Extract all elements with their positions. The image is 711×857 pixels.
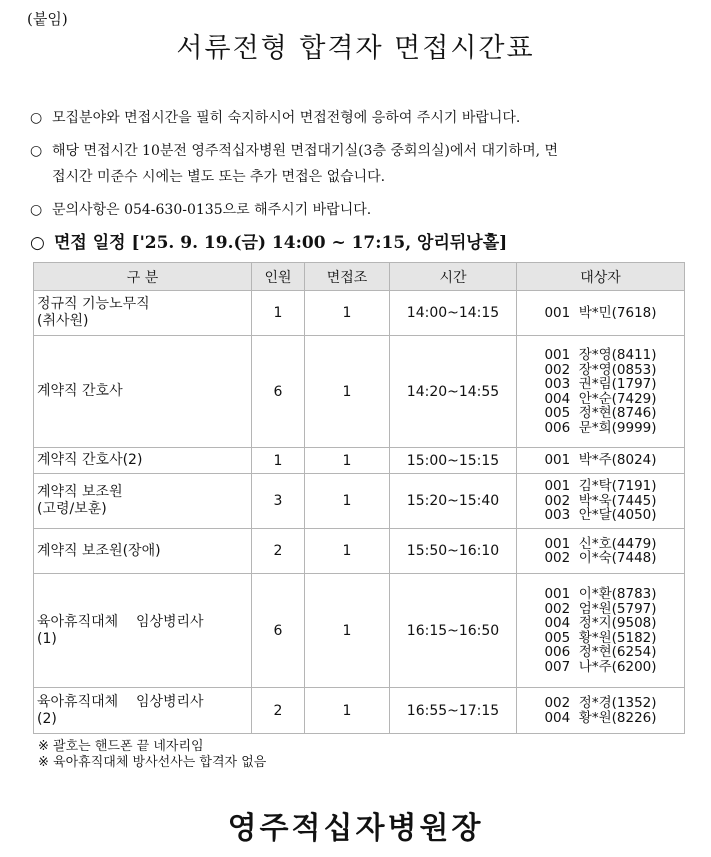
note-text: 문의사항은 054-630-0135으로 해주시기 바랍니다. bbox=[52, 202, 372, 218]
table-row bbox=[34, 688, 685, 734]
schedule-heading bbox=[30, 228, 507, 253]
table-row bbox=[34, 336, 685, 448]
candidates-cell bbox=[517, 574, 685, 688]
group-cell: 1 bbox=[305, 574, 390, 688]
candidate: 003 권*림(1797) bbox=[544, 376, 657, 392]
group-cell: 1 bbox=[305, 291, 390, 336]
count-cell: 6 bbox=[252, 336, 305, 448]
candidate: 006 정*현(6254) bbox=[544, 644, 657, 660]
note-3 bbox=[30, 199, 371, 219]
bullet-icon: ○ bbox=[30, 110, 43, 126]
bullet-icon: ○ bbox=[30, 233, 45, 253]
group-cell: 1 bbox=[305, 448, 390, 474]
table-row bbox=[34, 291, 685, 336]
candidate: 001 신*호(4479) bbox=[544, 535, 657, 552]
candidates-cell bbox=[517, 336, 685, 448]
group-cell: 1 bbox=[305, 336, 390, 448]
candidate: 003 안*달(4050) bbox=[544, 507, 657, 524]
note-text: 해당 면접시간 10분전 영주적십자병원 면접대기실(3층 중회의실)에서 대기하며, 면 bbox=[52, 143, 559, 159]
signature: 영주적십자병원장 bbox=[227, 811, 484, 846]
candidate: 001 장*영(8411) bbox=[544, 347, 657, 363]
note-1 bbox=[30, 107, 520, 127]
category-text: 계약직 간호사 bbox=[37, 383, 123, 399]
table-header-row bbox=[34, 263, 685, 291]
group-cell: 1 bbox=[305, 474, 390, 529]
time-cell: 16:55~17:15 bbox=[390, 688, 517, 734]
category-cell bbox=[34, 474, 252, 529]
header-count: 인원 bbox=[252, 263, 305, 291]
note-2-cont: 접시간 미준수 시에는 별도 또는 추가 면접은 없습니다. bbox=[52, 169, 386, 185]
time-cell: 16:15~16:50 bbox=[390, 574, 517, 688]
category-text: 정규직 기능노무직 bbox=[37, 296, 150, 312]
candidates-cell bbox=[517, 291, 685, 336]
candidate: 007 나*주(6200) bbox=[544, 658, 657, 675]
attachment-label: (붙임) bbox=[27, 10, 68, 28]
candidate: 002 정*경(1352) bbox=[544, 695, 657, 711]
candidate: 002 박*욱(7445) bbox=[544, 492, 657, 509]
time-cell: 14:00~14:15 bbox=[390, 291, 517, 336]
candidate: 006 문*희(9999) bbox=[544, 419, 657, 436]
category-cell bbox=[34, 529, 252, 574]
count-cell: 2 bbox=[252, 529, 305, 574]
bullet-icon: ○ bbox=[30, 143, 43, 159]
header-category: 구 분 bbox=[34, 263, 252, 291]
header-candidates: 대상자 bbox=[517, 263, 685, 291]
category-subtext: (2) bbox=[37, 710, 57, 727]
category-cell bbox=[34, 688, 252, 734]
table-row bbox=[34, 448, 685, 474]
category-subtext: (고령/보훈) bbox=[37, 501, 107, 517]
candidates-cell bbox=[517, 474, 685, 529]
schedule-text: 면접 일정 ['25. 9. 19.(금) 14:00 ~ 17:15, 앙리뒤낭홀] bbox=[54, 233, 508, 253]
candidate: 001 이*환(8783) bbox=[544, 586, 657, 602]
candidates-cell bbox=[517, 529, 685, 574]
table-row bbox=[34, 574, 685, 688]
note-text: 모집분야와 면접시간을 필히 숙지하시어 면접전형에 응하여 주시기 바랍니다. bbox=[52, 110, 521, 126]
category-subtext: (1) bbox=[37, 630, 57, 647]
candidate: 004 황*원(8226) bbox=[544, 709, 657, 726]
candidate: 002 장*영(0853) bbox=[544, 361, 657, 378]
category-cell bbox=[34, 336, 252, 448]
category-cell bbox=[34, 448, 252, 474]
count-cell: 2 bbox=[252, 688, 305, 734]
group-cell: 1 bbox=[305, 529, 390, 574]
table-row bbox=[34, 529, 685, 574]
candidate: 001 박*민(7618) bbox=[544, 304, 657, 321]
candidate: 005 정*현(8746) bbox=[544, 405, 657, 421]
note-2 bbox=[30, 140, 558, 160]
candidates-cell bbox=[517, 688, 685, 734]
count-cell: 6 bbox=[252, 574, 305, 688]
candidate: 001 박*주(8024) bbox=[544, 452, 657, 469]
footnote-2: ※ 육아휴직대체 방사선사는 합격자 없음 bbox=[38, 755, 267, 770]
count-cell: 1 bbox=[252, 291, 305, 336]
group-cell: 1 bbox=[305, 688, 390, 734]
category-subtext: (취사원) bbox=[37, 313, 89, 329]
category-text: 계약직 간호사(2) bbox=[37, 452, 143, 468]
candidate: 005 황*원(5182) bbox=[544, 629, 657, 646]
bullet-icon: ○ bbox=[30, 202, 43, 218]
category-text: 육아휴직대체 임상병리사 bbox=[37, 613, 204, 630]
candidate: 001 김*탁(7191) bbox=[544, 478, 657, 495]
interview-schedule-table bbox=[33, 262, 685, 734]
candidate: 002 이*숙(7448) bbox=[544, 550, 657, 566]
category-text: 계약직 보조원 bbox=[37, 484, 123, 500]
header-group: 면접조 bbox=[305, 263, 390, 291]
candidate: 002 엄*원(5797) bbox=[544, 600, 657, 617]
category-cell bbox=[34, 574, 252, 688]
page-title: 서류전형 합격자 면접시간표 bbox=[176, 33, 535, 64]
category-text: 육아휴직대체 임상병리사 bbox=[37, 693, 204, 710]
time-cell: 15:50~16:10 bbox=[390, 529, 517, 574]
count-cell: 3 bbox=[252, 474, 305, 529]
time-cell: 15:00~15:15 bbox=[390, 448, 517, 474]
time-cell: 15:20~15:40 bbox=[390, 474, 517, 529]
count-cell: 1 bbox=[252, 448, 305, 474]
candidate: 004 안*순(7429) bbox=[544, 390, 657, 407]
time-cell: 14:20~14:55 bbox=[390, 336, 517, 448]
category-text: 계약직 보조원(장애) bbox=[37, 542, 161, 559]
header-time: 시간 bbox=[390, 263, 517, 291]
category-cell bbox=[34, 291, 252, 336]
candidates-cell bbox=[517, 448, 685, 474]
table-row bbox=[34, 474, 685, 529]
candidate: 004 정*지(9508) bbox=[544, 615, 657, 631]
footnote-1: ※ 괄호는 핸드폰 끝 네자리임 bbox=[38, 739, 204, 754]
